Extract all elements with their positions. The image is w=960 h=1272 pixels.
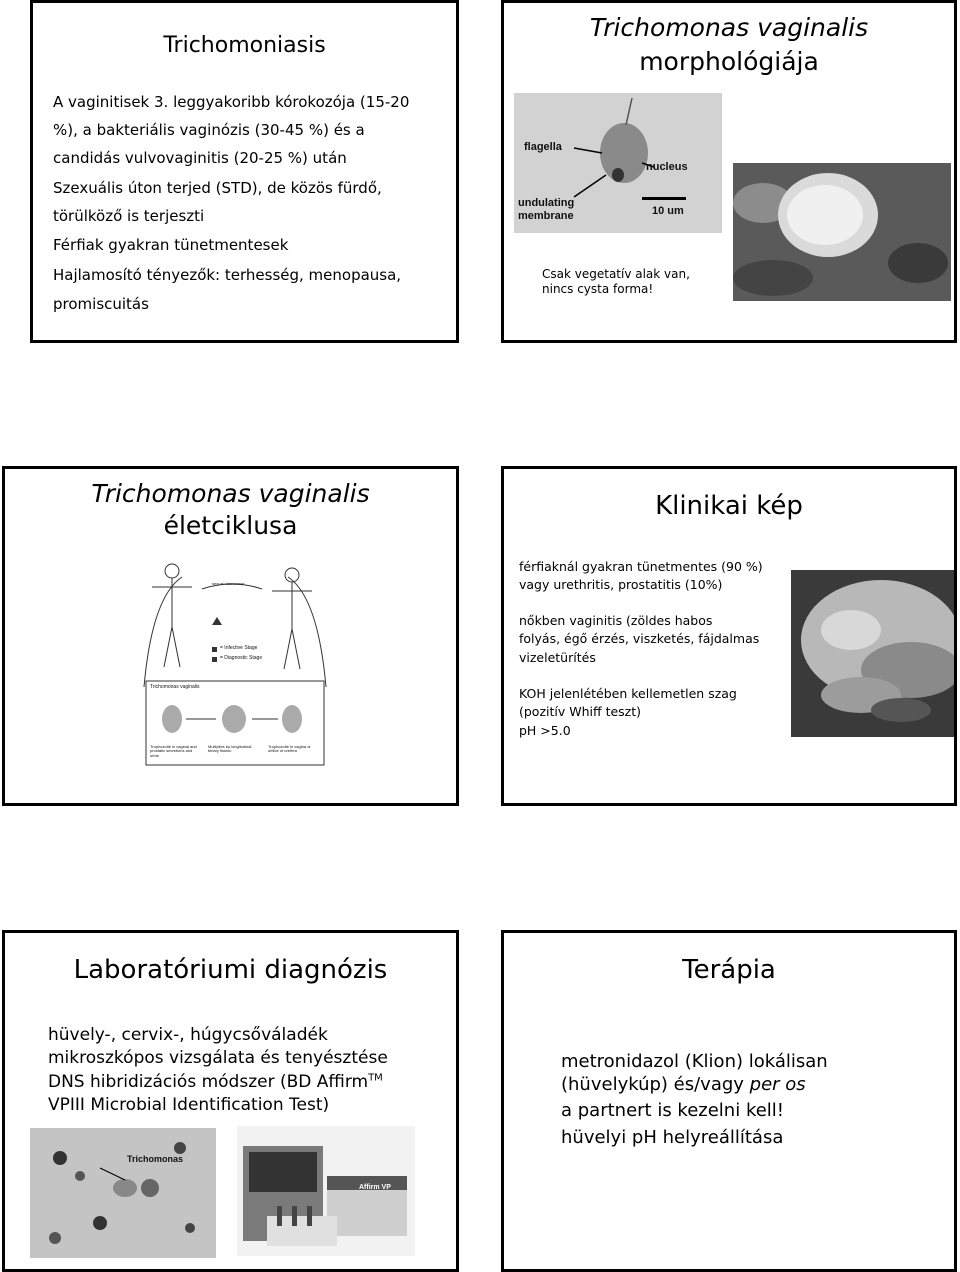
trademark-superscript: TM <box>368 1072 383 1084</box>
slide-therapy <box>501 930 957 1272</box>
text-line: törülköző is terjeszti <box>53 207 205 225</box>
text-line: vagy urethritis, prostatitis (10%) <box>519 577 723 592</box>
text-line: nőkben vaginitis (zöldes habos <box>519 613 713 628</box>
label-undulating: undulating <box>518 197 575 209</box>
text-line: hüvelyi pH helyreállítása <box>561 1127 784 1148</box>
text-line: Hajlamosító tényezők: terhesség, menopausa, <box>53 266 402 284</box>
label-step-1: Trophozoite in vaginal and prostatic secretions and urine <box>150 744 197 758</box>
slide-title-line-2: életciklusa <box>163 511 298 540</box>
text-line: metronidazol (Klion) lokálisan <box>561 1051 828 1072</box>
note-line-2: nincs cysta forma! <box>542 282 654 296</box>
label-scale: 10 um <box>652 205 684 217</box>
label-step-3: Trophozoite in vagina or orifice of urethra <box>268 744 311 754</box>
note-line-1: Csak vegetatív alak van, <box>542 267 690 281</box>
kit-photo <box>237 1126 415 1256</box>
label-step-2: Multiplies by longitudinal binary fission <box>208 744 252 754</box>
text-line: VPIII Microbial Identification Test) <box>48 1095 330 1115</box>
text-line <box>561 1074 806 1095</box>
wet-mount-micrograph <box>30 1128 216 1258</box>
slide-morphology <box>501 0 957 343</box>
sem-micrograph <box>733 163 951 301</box>
slide-title: Klinikai kép <box>655 491 803 521</box>
slide-title: Trichomoniasis <box>163 33 326 58</box>
lifecycle-figure <box>142 557 328 767</box>
text-line: (pozitív Whiff teszt) <box>519 704 642 719</box>
clinical-photo <box>791 570 957 737</box>
text-line: promiscuitás <box>53 295 149 313</box>
text-line-main: DNS hibridizációs módszer (BD Affirm <box>48 1072 369 1092</box>
micrograph-image <box>514 93 722 233</box>
slide-title: Laboratóriumi diagnózis <box>73 955 388 985</box>
label-membrane: membrane <box>518 210 574 222</box>
slide-title-line-2: morphológiája <box>639 47 819 76</box>
sem-image <box>733 163 951 301</box>
text-line: %), a bakteriális vaginózis (30-45 %) és a <box>53 121 365 139</box>
text-line: Férfiak gyakran tünetmentesek <box>53 236 289 254</box>
text-line-italic: per os <box>749 1074 806 1095</box>
label-infective: = Infective Stage <box>220 645 258 651</box>
text-line: hüvely-, cervix-, húgycsőváladék <box>48 1025 328 1045</box>
colposcopy-photo <box>791 570 957 737</box>
slide-title-line-1: Trichomonas vaginalis <box>589 13 869 42</box>
microscope-photo <box>30 1128 216 1258</box>
label-nucleus: nucleus <box>646 161 688 173</box>
text-line: a partnert is kezelni kell! <box>561 1100 785 1121</box>
slide-diagnosis <box>2 930 459 1272</box>
slide-trichomoniasis <box>30 0 459 343</box>
label-affirm-kit: Affirm VP <box>359 1184 391 1191</box>
text-line: A vaginitisek 3. leggyakoribb kórokozója (15-20 <box>53 93 410 111</box>
slide-title-line-1: Trichomonas vaginalis <box>91 479 370 508</box>
text-line <box>48 1072 383 1092</box>
text-line: candidás vulvovaginitis (20-25 %) után <box>53 149 347 167</box>
text-line: KOH jelenlétében kellemetlen szag <box>519 686 737 701</box>
affirm-kit-photo <box>237 1126 415 1256</box>
label-box: Trichomonas vaginalis <box>150 684 200 690</box>
slide-clinical <box>501 466 957 806</box>
slide-lifecycle <box>2 466 459 806</box>
lifecycle-diagram <box>142 557 328 767</box>
text-line: Szexuális úton terjed (STD), de közös fürdő, <box>53 179 382 197</box>
text-line: mikroszkópos vizsgálata és tenyésztése <box>48 1048 388 1068</box>
label-sexual-intercourse: sexual intercourse <box>212 581 245 586</box>
label-flagella: flagella <box>524 141 562 153</box>
text-line: folyás, égő érzés, viszketés, fájdalmas <box>519 631 760 646</box>
slide-title: Terápia <box>682 955 776 985</box>
text-line: pH >5.0 <box>519 723 571 738</box>
label-trichomonas: Trichomonas <box>127 1154 184 1164</box>
text-line-main: (hüvelykúp) és/vagy <box>561 1074 750 1095</box>
text-line: férfiaknál gyakran tünetmentes (90 %) <box>519 559 763 574</box>
label-diagnostic: = Diagnostic Stage <box>220 655 263 661</box>
text-line: vizeletürítés <box>519 650 596 665</box>
